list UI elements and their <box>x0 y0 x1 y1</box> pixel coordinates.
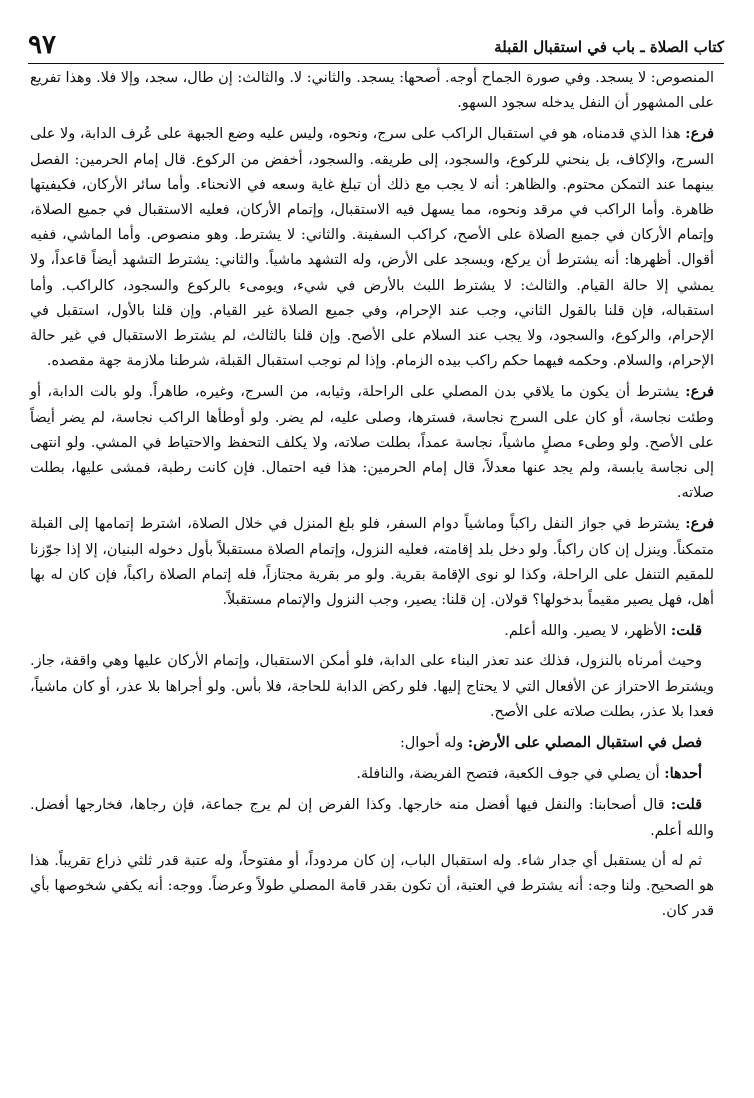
paragraph-text: وحيث أمرناه بالنزول، فذلك عند تعذر البناء على الدابة، فلو أمكن الاستقبال، وإتمام الأركان عليها وهي واقفة، جاز. ويشترط الاحتراز عن الأفعال التي لا يحتاج إليها. فلو ركض الدابة للحاجة، فلا بأس. ولو أجراها بلا عذر، أو كان ماشياً، فعدا بلا عذر، بطلت صلاته على الأصح. <box>30 653 714 720</box>
page-body <box>30 66 714 925</box>
paragraph-continuation <box>30 66 714 116</box>
paragraph-nuzul <box>30 649 714 725</box>
header-rule <box>28 63 724 64</box>
page-header <box>28 26 724 60</box>
paragraph-far-safar <box>30 511 714 613</box>
paragraph-term: قلت: <box>670 796 702 814</box>
paragraph-term: قلت: <box>670 622 702 640</box>
section-heading: فصل في استقبال المصلي على الأرض: <box>467 734 702 752</box>
paragraph-text: ثم له أن يستقبل أي جدار شاء. وله استقبال الباب، إن كان مردوداً، أو مفتوحاً، وله عتبة قدر ثلثي ذراع تقريباً. هذا هو الصحيح. ولنا وجه: أنه يشترط في العتبة، أن تكون بقدر قامة المصلي طولاً وعرضاً. ووجه: أنه يكفي شخوصها بأي قدر كان. <box>30 852 714 920</box>
paragraph-text: يشترط أن يكون ما يلاقي بدن المصلي على الراحلة، وثيابه، من السرج، وغيره، طاهراً. ولو بالت الدابة، أو وطئت نجاسة، أو كان على السرج نجاسة، فسترها، وصلى عليه، لم يضر. ولو أوطأها الراكب نجاسة، لم يضر أيضاً على الأصح. ولو وطىء مصلٍ ماشياً، نجاسة عمداً، بطلت صلاته، ولا يكلف التحفظ والاحتياط في المشي. ولو انتهى إلى نجاسة يابسة، ولم يجد عنها معدلاً، قال إمام الحرمين: هذا فيه احتمال. فإن كانت رطبة، فمشى عليها، بطلت صلاته. <box>30 384 714 502</box>
paragraph-qultu-1 <box>30 618 714 644</box>
paragraph-far-tahara <box>30 379 714 506</box>
paragraph-text: هذا الذي قدمناه، هو في استقبال الراكب على سرج، ونحوه، وليس عليه وضع الجبهة على عُرف الدابة، ولا على السرج، والإكاف، بل ينحني للركوع، والسجود، إلى طريقه. والسجود، أخفض من الركوع. قال إمام الحرمين: الفصل بينهما عند التمكن محتوم. والظاهر: أنه لا يجب مع ذلك أن تبلغ غاية وسعه في الانحناء. وأما سائر الأركان، فكيفيتها ظاهرة. وأما الراكب في مرقد ونحوه، مما يسهل فيه الاستقبال، وإتمام الأركان، فعليه الاستقبال في جميع الصلاة، وإتمام الأركان في جميع الصلاة على الأصح، كراكب السفينة. والثاني: لا يشترط. وهو منصوص. وأما الماشي، ففيه أقوال. أظهرها: أنه يشترط أن يركع، ويسجد على الأرض، وله التشهد ماشياً. والثاني: يشترط التشهد أيضاً قاعداً، ولا يمشي إلا حالة القيام. والثالث: لا يشترط اللبث بالأرض في شيء، ويومىء بالركوع والسجود، كالراكب. وأما استقباله، فإن قلنا بالقول الثاني، وجب عند الإحرام، وفي جميع الصلاة غير القيام. وإن قلنا بالأول، استقبل في الإحرام، والركوع، والسجود، ولا يجب عند السلام على الأصح. وإن قلنا بالثالث، لم يشترط الاستقبال في غير حالة الإحرام، والسلام. وحكمه فيهما حكم راكب بيده الزمام. وإذا لم نوجب استقبال القبلة، شرطنا ملازمة جهة مقصده. <box>30 126 714 370</box>
paragraph-text: قال أصحابنا: والنفل فيها أفضل منه خارجها. وكذا الفرض إن لم يرج جماعة، فإن رجاها، فخارجها أفضل. والله أعلم. <box>30 797 714 839</box>
page-number: ٩٧ <box>28 30 56 60</box>
paragraph-term: فرع: <box>685 515 714 533</box>
paragraph-text: وله أحوال: <box>399 735 468 752</box>
paragraph-text: يشترط في جواز النفل راكباً وماشياً دوام السفر، فلو بلغ المنزل في خلال الصلاة، اشترط إتمامها إلى القبلة متمكناً. وينزل إن كان راكباً. ولو دخل بلد إقامته، فعليه النزول، وإتمام الصلاة مستقبلاً بأول دخوله البنيان، إلا إذا جوّزنا للمقيم التنفل على الراحلة، وكذا لو نوى الإقامة بقرية. ولو مر بقرية مجتازاً، فله إتمام الصلاة راكباً، فإن كان له بها أهل، فهل يصير مقيماً بدخولها؟ قولان. إن قلنا: يصير، وجب النزول والإتمام مستقبلاً. <box>30 516 714 609</box>
paragraph-text: المنصوص: لا يسجد. وفي صورة الجماح أوجه. أصحها: يسجد. والثاني: لا. والثالث: إن طال، سجد، وإلا فلا. وهذا تفريع على المشهور أن النفل يدخله سجود السهو. <box>30 70 714 112</box>
paragraph-ahaduha <box>30 761 714 787</box>
paragraph-term: فرع: <box>685 125 714 143</box>
paragraph-text: الأظهر، لا يصير. والله أعلم. <box>504 623 671 640</box>
paragraph-jidar <box>30 849 714 925</box>
paragraph-term: فرع: <box>685 383 714 401</box>
paragraph-term: أحدها: <box>664 765 702 783</box>
section-heading-fasl <box>30 730 714 756</box>
paragraph-qultu-2 <box>30 792 714 843</box>
paragraph-far-raakib <box>30 121 714 374</box>
running-title: كتاب الصلاة ـ باب في استقبال القبلة <box>494 38 724 56</box>
paragraph-text: أن يصلي في جوف الكعبة، فتصح الفريضة، والنافلة. <box>356 766 665 783</box>
